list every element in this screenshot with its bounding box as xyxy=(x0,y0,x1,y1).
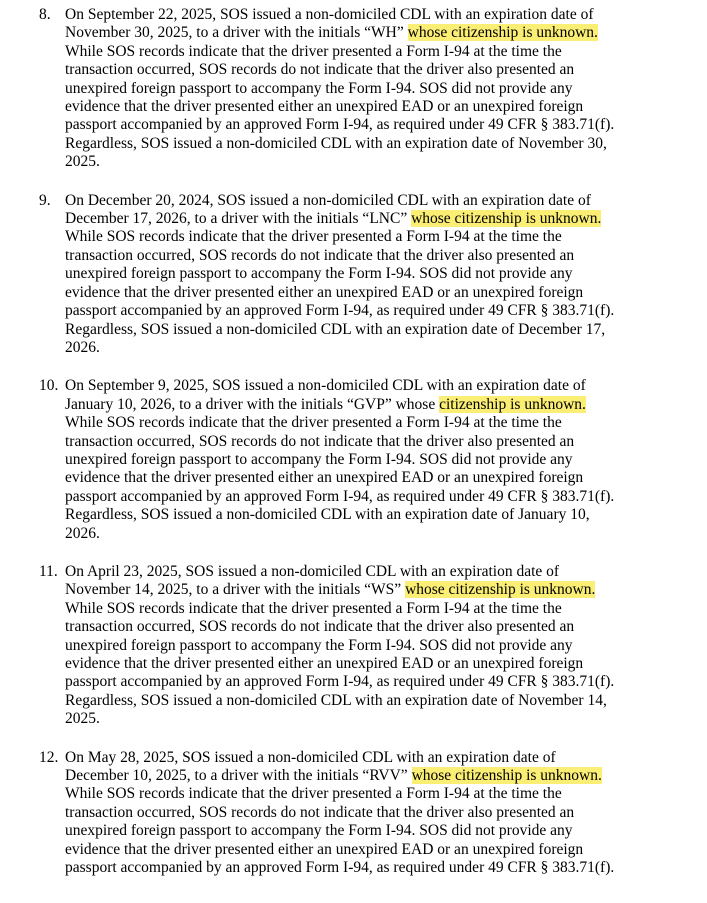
text-line: On December 20, 2024, SOS issued a non-domiciled CDL with an expiration date of xyxy=(65,191,591,209)
text-line: While SOS records indicate that the driver presented a Form I-94 at the time the xyxy=(65,42,562,60)
text-line: Regardless, SOS issued a non-domiciled CDL with an expiration date of January 10, xyxy=(65,506,590,524)
text-line: evidence that the driver presented either an unexpired EAD or an unexpired foreign xyxy=(65,469,584,487)
text-line: On May 28, 2025, SOS issued a non-domiciled CDL with an expiration date of xyxy=(65,748,556,766)
item-text xyxy=(65,192,707,358)
text-line: While SOS records indicate that the driver presented a Form I-94 at the time the xyxy=(65,599,562,617)
item-number: 8. xyxy=(39,6,51,23)
document-page xyxy=(0,6,707,897)
text-line: 2025. xyxy=(65,710,100,728)
text-line: November 14, 2025, to a driver with the initials “WS” whose citizenship is unknown. xyxy=(65,581,596,599)
text-line: While SOS records indicate that the driver presented a Form I-94 at the time the xyxy=(65,785,562,803)
text-line: passport accompanied by an approved Form I-94, as required under 49 CFR § 383.71(f). xyxy=(65,859,615,877)
highlighted-text: whose citizenship is unknown. xyxy=(411,210,602,228)
text-line: passport accompanied by an approved Form I-94, as required under 49 CFR § 383.71(f). xyxy=(65,673,615,691)
text-line: 2025. xyxy=(65,153,100,171)
item-number: 12. xyxy=(39,748,59,766)
text-line: Regardless, SOS issued a non-domiciled CDL with an expiration date of November 30, xyxy=(65,134,607,152)
list-item xyxy=(0,563,707,729)
text-line: unexpired foreign passport to accompany the Form I-94. SOS did not provide any xyxy=(65,265,573,283)
text-line: evidence that the driver presented either an unexpired EAD or an unexpired foreign xyxy=(65,283,584,301)
text-line: unexpired foreign passport to accompany the Form I-94. SOS did not provide any xyxy=(65,636,573,654)
list-item xyxy=(0,6,707,172)
text-line: While SOS records indicate that the driver presented a Form I-94 at the time the xyxy=(65,414,562,432)
item-text xyxy=(65,6,707,172)
item-number: 10. xyxy=(39,377,59,395)
text-line: transaction occurred, SOS records do not indicate that the driver also presented an xyxy=(65,61,575,79)
text-line: November 30, 2025, to a driver with the initials “WH” whose citizenship is unknown. xyxy=(65,24,598,42)
item-text xyxy=(65,563,707,729)
highlighted-text: whose citizenship is unknown. xyxy=(405,581,596,599)
text-line: unexpired foreign passport to accompany the Form I-94. SOS did not provide any xyxy=(65,79,573,97)
text-line: evidence that the driver presented either an unexpired EAD or an unexpired foreign xyxy=(65,98,584,116)
item-text xyxy=(65,377,707,543)
text-line: evidence that the driver presented either an unexpired EAD or an unexpired foreign xyxy=(65,840,584,858)
text-line: passport accompanied by an approved Form I-94, as required under 49 CFR § 383.71(f). xyxy=(65,487,615,505)
highlighted-text: whose citizenship is unknown. xyxy=(407,24,598,42)
text-line: On September 22, 2025, SOS issued a non-domiciled CDL with an expiration date of xyxy=(65,6,594,23)
text-line: On April 23, 2025, SOS issued a non-domiciled CDL with an expiration date of xyxy=(65,562,560,580)
list-item xyxy=(0,749,707,878)
item-number: 11. xyxy=(39,562,58,580)
text-line: January 10, 2026, to a driver with the initials “GVP” whose citizenship is unknown. xyxy=(65,395,586,413)
text-line: While SOS records indicate that the driver presented a Form I-94 at the time the xyxy=(65,228,562,246)
list-item xyxy=(0,377,707,543)
list-item xyxy=(0,192,707,358)
text-line: On September 9, 2025, SOS issued a non-domiciled CDL with an expiration date of xyxy=(65,377,586,395)
text-line: December 17, 2026, to a driver with the initials “LNC” whose citizenship is unknown. xyxy=(65,210,602,228)
text-line: evidence that the driver presented either an unexpired EAD or an unexpired foreign xyxy=(65,655,584,672)
text-line: transaction occurred, SOS records do not indicate that the driver also presented an xyxy=(65,432,575,450)
text-line: passport accompanied by an approved Form I-94, as required under 49 CFR § 383.71(f). xyxy=(65,116,615,134)
text-line: transaction occurred, SOS records do not indicate that the driver also presented an xyxy=(65,803,575,821)
highlighted-text: whose citizenship is unknown. xyxy=(411,767,602,785)
text-line: Regardless, SOS issued a non-domiciled CDL with an expiration date of November 14, xyxy=(65,691,607,709)
text-line: transaction occurred, SOS records do not indicate that the driver also presented an xyxy=(65,246,575,264)
text-line: Regardless, SOS issued a non-domiciled CDL with an expiration date of December 17, xyxy=(65,320,606,338)
item-number: 9. xyxy=(39,191,51,209)
text-line: 2026. xyxy=(65,338,100,356)
text-line: passport accompanied by an approved Form I-94, as required under 49 CFR § 383.71(f). xyxy=(65,302,615,320)
text-line: unexpired foreign passport to accompany the Form I-94. SOS did not provide any xyxy=(65,822,573,840)
item-text xyxy=(65,749,707,878)
highlighted-text: citizenship is unknown. xyxy=(439,395,586,413)
text-line: December 10, 2025, to a driver with the initials “RVV” whose citizenship is unknown. xyxy=(65,767,602,785)
text-line: 2026. xyxy=(65,524,100,542)
text-line: transaction occurred, SOS records do not indicate that the driver also presented an xyxy=(65,618,575,636)
text-line: unexpired foreign passport to accompany the Form I-94. SOS did not provide any xyxy=(65,450,573,468)
